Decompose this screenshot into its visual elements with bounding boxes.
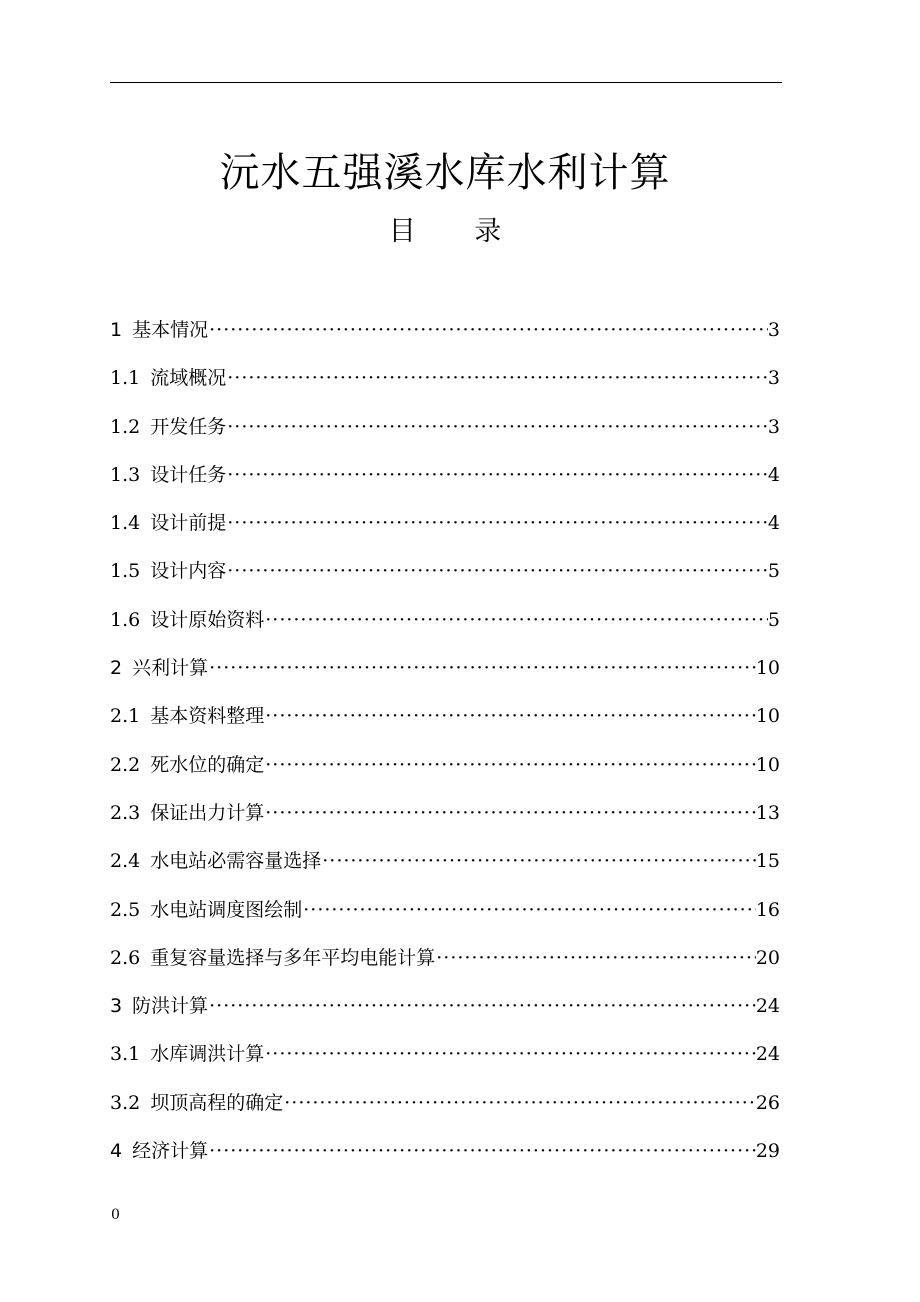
toc-entry-number: 2.3 — [110, 801, 141, 824]
page-number: 0 — [111, 1207, 120, 1223]
toc-dot-leader — [264, 741, 756, 789]
table-of-contents — [110, 306, 780, 1175]
toc-entry[interactable] — [110, 596, 780, 644]
toc-entry-number: 1.4 — [110, 512, 141, 535]
toc-entry-page: 13 — [755, 801, 780, 824]
header-rule — [110, 82, 782, 83]
toc-entry[interactable] — [110, 886, 780, 934]
toc-entry-number: 1.5 — [110, 560, 141, 583]
toc-entry-number: 3 — [110, 995, 123, 1018]
toc-entry-page: 26 — [755, 1091, 780, 1114]
toc-entry[interactable] — [110, 1127, 780, 1175]
toc-dot-leader — [208, 1127, 756, 1175]
toc-entry-number: 1.6 — [110, 608, 141, 631]
toc-entry-number: 4 — [110, 1140, 123, 1163]
toc-entry-title: 水库调洪计算 — [150, 1043, 265, 1066]
toc-entry-number: 1 — [110, 319, 123, 341]
toc-entry-number: 2 — [110, 657, 123, 680]
toc-entry[interactable] — [110, 692, 780, 740]
toc-entry-title: 开发任务 — [150, 415, 227, 438]
toc-entry-number: 2.5 — [110, 898, 141, 921]
toc-entry[interactable] — [110, 1079, 780, 1127]
toc-entry-page: 29 — [755, 1140, 780, 1163]
toc-entry-title: 流域概况 — [150, 367, 227, 390]
toc-entry-number: 1.1 — [110, 367, 141, 390]
toc-entry-title: 坝顶高程的确定 — [150, 1091, 284, 1114]
toc-entry-title: 水电站调度图绘制 — [150, 898, 303, 921]
toc-entry-page: 4 — [767, 463, 780, 486]
toc-dot-leader — [435, 934, 756, 982]
toc-entry-number: 1.3 — [110, 463, 141, 486]
toc-dot-leader — [226, 499, 768, 547]
document-title: 沅水五强溪水库水利计算 — [219, 150, 671, 196]
toc-entry-page: 5 — [767, 560, 780, 583]
toc-entry-title: 基本资料整理 — [150, 705, 265, 728]
toc-entry-number: 3.2 — [110, 1091, 141, 1114]
toc-entry-title: 水电站必需容量选择 — [150, 850, 322, 873]
toc-entry[interactable] — [110, 837, 780, 885]
toc-entry-number: 2.4 — [110, 850, 141, 873]
toc-entry[interactable] — [110, 741, 780, 789]
toc-dot-leader — [302, 886, 756, 934]
toc-entry[interactable] — [110, 547, 780, 595]
toc-entry-title: 设计前提 — [150, 512, 227, 535]
toc-entry-title: 经济计算 — [132, 1140, 209, 1163]
toc-entry[interactable] — [110, 1030, 780, 1078]
toc-dot-leader — [264, 789, 756, 837]
toc-entry-page: 24 — [755, 1043, 780, 1066]
toc-entry[interactable] — [110, 644, 780, 692]
toc-entry-title: 设计任务 — [150, 463, 227, 486]
toc-dot-leader — [283, 1079, 756, 1127]
toc-entry-page: 10 — [755, 753, 780, 776]
toc-entry-page: 4 — [767, 512, 780, 535]
toc-dot-leader — [321, 837, 756, 885]
toc-entry-number: 3.1 — [110, 1043, 141, 1066]
toc-dot-leader — [208, 306, 768, 354]
toc-dot-leader — [226, 354, 768, 402]
toc-entry[interactable] — [110, 982, 780, 1030]
toc-entry-page: 3 — [767, 319, 780, 341]
toc-entry-page: 3 — [767, 415, 780, 438]
toc-entry-title: 防洪计算 — [132, 995, 209, 1018]
toc-dot-leader — [208, 982, 756, 1030]
toc-entry[interactable] — [110, 451, 780, 499]
toc-entry-page: 10 — [755, 705, 780, 728]
toc-dot-leader — [226, 403, 768, 451]
toc-entry-title: 重复容量选择与多年平均电能计算 — [150, 946, 436, 969]
toc-entry-number: 2.1 — [110, 705, 141, 728]
toc-entry-number: 1.2 — [110, 415, 141, 438]
toc-entry-number: 2.6 — [110, 946, 141, 969]
toc-entry-page: 20 — [755, 946, 780, 969]
toc-entry-title: 兴利计算 — [132, 657, 209, 680]
toc-entry[interactable] — [110, 499, 780, 547]
toc-entry-page: 16 — [755, 898, 780, 921]
toc-dot-leader — [226, 547, 768, 595]
toc-entry[interactable] — [110, 789, 780, 837]
toc-entry-page: 10 — [755, 657, 780, 680]
toc-entry-title: 保证出力计算 — [150, 801, 265, 824]
toc-dot-leader — [264, 596, 768, 644]
toc-entry-page: 5 — [767, 608, 780, 631]
toc-entry-page: 3 — [767, 367, 780, 390]
toc-entry[interactable] — [110, 403, 780, 451]
toc-dot-leader — [226, 451, 768, 499]
toc-entry[interactable] — [110, 934, 780, 982]
toc-entry-title: 死水位的确定 — [150, 753, 265, 776]
toc-dot-leader — [264, 1030, 756, 1078]
toc-entry-page: 15 — [755, 850, 780, 873]
toc-entry-title: 设计原始资料 — [150, 608, 265, 631]
toc-entry-title: 基本情况 — [132, 319, 209, 341]
toc-entry-title: 设计内容 — [150, 560, 227, 583]
toc-entry-page: 24 — [755, 995, 780, 1018]
toc-dot-leader — [208, 644, 756, 692]
toc-entry-number: 2.2 — [110, 753, 141, 776]
toc-entry[interactable] — [110, 306, 780, 354]
toc-entry[interactable] — [110, 354, 780, 402]
toc-heading: 目 录 — [388, 216, 502, 247]
toc-dot-leader — [264, 692, 756, 740]
